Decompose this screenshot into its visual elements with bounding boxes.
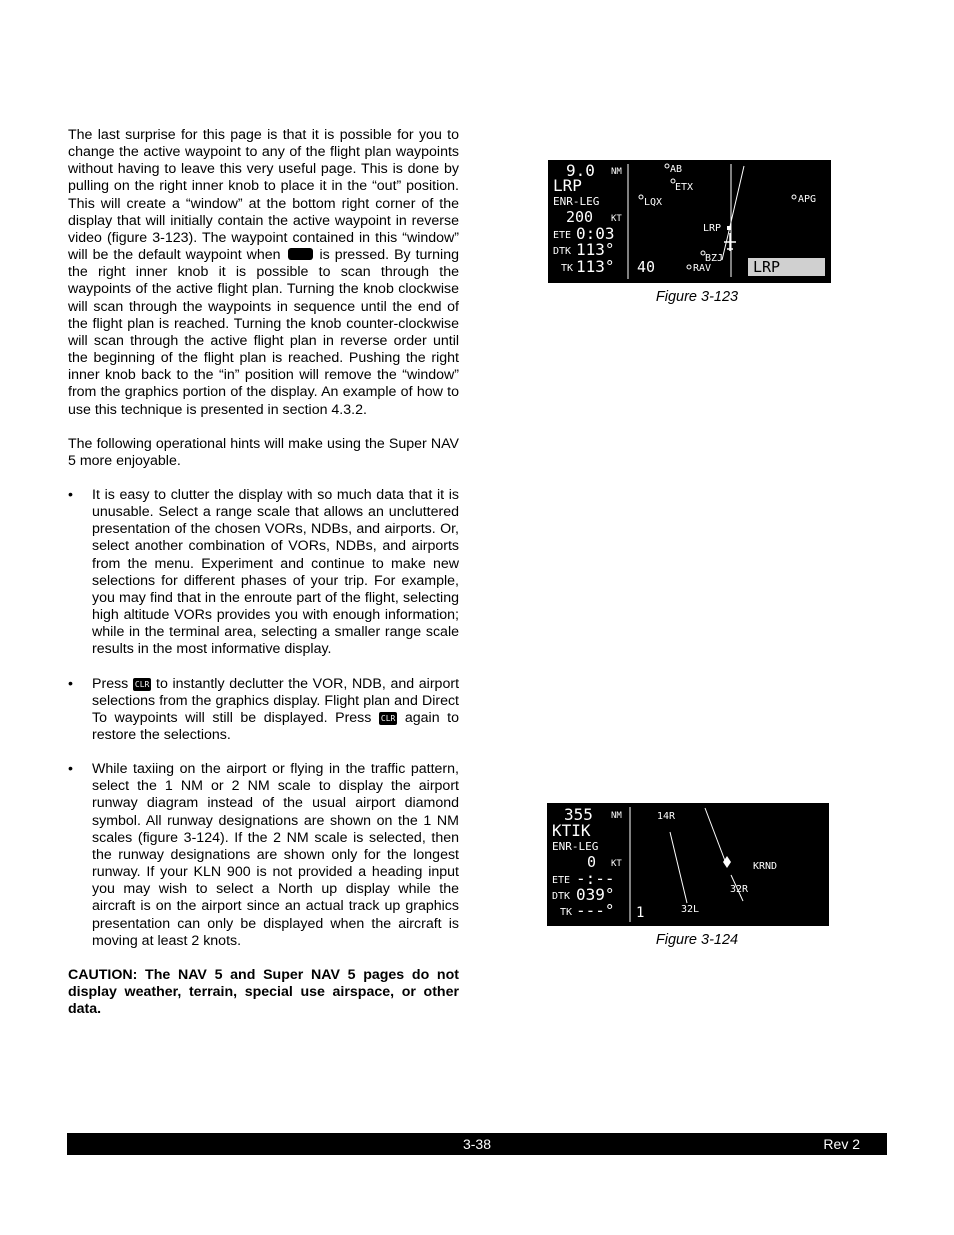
figure-3-123-display: [548, 160, 831, 283]
bullet-icon: •: [68, 675, 73, 692]
svg-text:KT: KT: [611, 859, 622, 869]
mode-readout: ENR-LEG: [552, 840, 599, 853]
svg-text:32R: 32R: [730, 884, 749, 895]
distance-readout: 355: [564, 805, 593, 824]
figure-caption: Figure 3-124: [655, 932, 739, 948]
range-scale: 1: [636, 905, 645, 921]
speed-readout: 0: [587, 853, 597, 871]
svg-text:TK: TK: [561, 263, 574, 274]
svg-text:LRP: LRP: [753, 258, 781, 276]
svg-text:BZJ: BZJ: [705, 253, 724, 264]
waypoint-readout: KTIK: [552, 821, 591, 840]
clr-key-icon: CLR: [380, 713, 396, 723]
bullet-icon: •: [68, 761, 73, 778]
caution-note: CAUTION: The NAV 5 and Super NAV 5 pages do not display weather, terrain, special use airspace, or other data.: [68, 966, 459, 1018]
page-number: 3-38: [462, 1136, 492, 1152]
tk-readout: 113°: [576, 257, 615, 276]
ete-readout: -:--: [576, 869, 615, 888]
svg-text:LQX: LQX: [644, 197, 663, 208]
svg-text:NM: NM: [611, 811, 622, 821]
svg-text:APG: APG: [798, 194, 817, 205]
speed-readout: 200: [566, 208, 594, 226]
svg-text:KT: KT: [611, 214, 622, 224]
svg-text:ETE: ETE: [552, 875, 571, 886]
dtk-readout: 039°: [576, 885, 615, 904]
text-column: [68, 127, 459, 1035]
range-scale: 40: [637, 258, 656, 276]
svg-text:DTK: DTK: [553, 246, 572, 257]
svg-text:TK: TK: [560, 907, 573, 918]
enter-key-icon: [288, 248, 313, 260]
aircraft-icon: [724, 233, 736, 251]
svg-text:14R: 14R: [657, 811, 676, 822]
list-item: • It is easy to clutter the display with so much data that it is unusable. Select a range scale that allows an uncluttered presentation of the chosen VORs, NDBs, and airports. Or, select another combination of VORs, NDBs, and airports from the menu. Experiment and continue to make new selections for different phases of your trip. For example, you may find that in the enroute part of the flight, selecting high altitude VORs provides you with enough information; while in the terminal area, selecting a smaller range scale results in the most informative display.: [68, 486, 459, 658]
ete-readout: 0:03: [576, 224, 615, 243]
svg-text:DTK: DTK: [552, 891, 571, 902]
distance-readout: 9.0: [566, 161, 595, 180]
svg-text:RAV: RAV: [693, 263, 712, 274]
svg-text:NM: NM: [611, 167, 622, 177]
page-footer: [67, 1133, 887, 1155]
paragraph-hints: The following operational hints will make using the Super NAV 5 more enjoyable.: [68, 435, 459, 469]
list-item: • While taxiing on the airport or flying in the traffic pattern, select the 1 NM or 2 NM scale to display the airport runway diagram instead of the usual airport diamond symbol. All runway designations are shown on the 1 NM scales (figure 3-124). If the 2 NM scale is selected, then the runway designations are shown only for the longest runway. If your KLN 900 is not provided a heading input you may wish to select a North up display while the aircraft is on the airport since an actual track up graphics presentation can only be displayed when the aircraft is moving at least 2 knots.: [68, 761, 459, 949]
dtk-readout: 113°: [576, 240, 615, 259]
clr-key-icon: CLR: [134, 679, 150, 689]
svg-text:LRP: LRP: [703, 223, 722, 234]
svg-text:AB: AB: [670, 164, 683, 175]
svg-text:KRND: KRND: [753, 861, 778, 872]
waypoint-readout: LRP: [553, 176, 582, 195]
tk-readout: ---°: [576, 901, 615, 920]
svg-text:ETX: ETX: [675, 182, 694, 193]
paragraph-window: The last surprise for this page is that it is possible for you to change the active waypoint to any of the flight plan waypoints without having to leave this very useful page. This is done by pulling on the right inner knob to place it in the “out” position. This will create a “window” at the bottom right corner of the display that will initially contain the active waypoint in reverse video (figure 3-123). The waypoint contained in this “window” will be the default waypoint when is pressed. By turning the right inner knob it is possible to scan through the waypoints of the active flight plan. Turning the knob clockwise will scan through the waypoints in sequence until the end of the flight plan is reached. Turning the knob counter-clockwise will scan through the active flight plan in reverse order until the beginning of the flight plan is reached. Pushing the right inner knob back to the “in” position will remove the “window” from the graphics portion of the display. An example of how to use this technique is presented in section 4.3.2.: [68, 127, 459, 418]
bullet-icon: •: [68, 486, 73, 503]
figure-caption: Figure 3-123: [655, 289, 739, 305]
svg-text:ETE: ETE: [553, 230, 572, 241]
revision-label: Rev 2: [823, 1136, 860, 1152]
list-item: • Press CLR to instantly declutter the VOR, NDB, and airport selections from the graphics display. Flight plan and Direct To waypoints will still be displayed. Press CLR again to restore the selections.: [68, 675, 460, 743]
svg-text:32L: 32L: [681, 904, 700, 915]
mode-readout: ENR-LEG: [553, 195, 600, 208]
figure-3-124-display: [547, 803, 829, 926]
